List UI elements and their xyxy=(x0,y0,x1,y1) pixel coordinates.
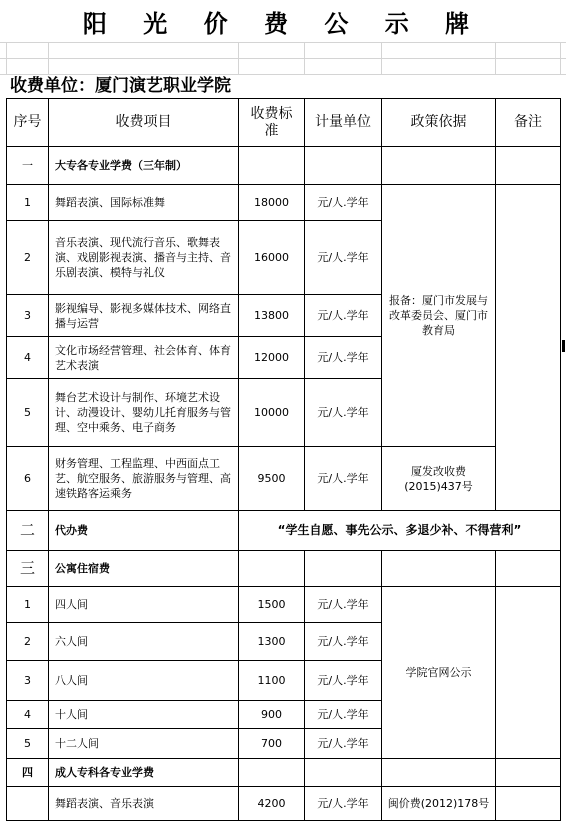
note-cell xyxy=(496,185,561,511)
section-row xyxy=(7,511,561,551)
row-measure: 元/人.学年 xyxy=(305,729,382,759)
row-item: 六人间 xyxy=(49,623,239,661)
row-fee: 10000 xyxy=(239,379,305,447)
row-seq: 5 xyxy=(7,729,49,759)
row-item: 财务管理、工程监理、中西面点工艺、航空服务、旅游服务与管理、高速铁路客运乘务 xyxy=(49,447,239,511)
section-seq: 二 xyxy=(7,511,49,551)
row-seq: 3 xyxy=(7,661,49,701)
page-title: 阳 光 价 费 公 示 牌 xyxy=(82,8,484,38)
row-fee: 900 xyxy=(239,701,305,729)
gridline xyxy=(48,42,49,74)
row-measure: 元/人.学年 xyxy=(305,661,382,701)
header-note: 备注 xyxy=(496,99,561,147)
row-item: 舞蹈表演、音乐表演 xyxy=(49,787,239,821)
row-measure: 元/人.学年 xyxy=(305,447,382,511)
section-seq: 一 xyxy=(7,147,49,185)
section-label: 大专各专业学费（三年制） xyxy=(49,147,239,185)
row-fee: 1500 xyxy=(239,587,305,623)
row-item: 舞蹈表演、国际标准舞 xyxy=(49,185,239,221)
row-seq: 4 xyxy=(7,701,49,729)
gridline xyxy=(560,42,561,74)
note-cell xyxy=(496,587,561,759)
gridline xyxy=(304,42,305,74)
agency-fee-slogan: “学生自愿、事先公示、多退少补、不得营利” xyxy=(239,511,561,551)
row-policy: 闽价费(2012)178号 xyxy=(382,787,496,821)
table-header-row xyxy=(7,99,561,147)
row-measure: 元/人.学年 xyxy=(305,701,382,729)
row-measure: 元/人.学年 xyxy=(305,587,382,623)
row-fee: 9500 xyxy=(239,447,305,511)
row-fee: 18000 xyxy=(239,185,305,221)
header-measure: 计量单位 xyxy=(305,99,382,147)
row-seq: 5 xyxy=(7,379,49,447)
table-row xyxy=(7,587,561,623)
table-row xyxy=(7,185,561,221)
section-row xyxy=(7,551,561,587)
row-measure: 元/人.学年 xyxy=(305,185,382,221)
section-row xyxy=(7,759,561,787)
section-seq: 四 xyxy=(7,759,49,787)
header-standard: 收费标准 xyxy=(239,99,305,147)
row-item: 音乐表演、现代流行音乐、歌舞表演、戏剧影视表演、播音与主持、音乐剧表演、模特与礼仪 xyxy=(49,221,239,295)
row-fee: 16000 xyxy=(239,221,305,295)
row-item: 四人间 xyxy=(49,587,239,623)
row-fee: 700 xyxy=(239,729,305,759)
row-seq: 2 xyxy=(7,221,49,295)
section-label: 公寓住宿费 xyxy=(49,551,239,587)
row-fee: 1100 xyxy=(239,661,305,701)
row-item: 十二人间 xyxy=(49,729,239,759)
policy-basis-section1: 报备：厦门市发展与改革委员会、厦门市教育局 xyxy=(382,185,496,447)
table-row xyxy=(7,787,561,821)
row-policy: 厦发改收费(2015)437号 xyxy=(382,447,496,511)
row-seq: 6 xyxy=(7,447,49,511)
row-item: 八人间 xyxy=(49,661,239,701)
gridline xyxy=(0,58,566,59)
header-item: 收费项目 xyxy=(49,99,239,147)
row-item: 十人间 xyxy=(49,701,239,729)
row-seq: 2 xyxy=(7,623,49,661)
row-measure: 元/人.学年 xyxy=(305,787,382,821)
policy-basis-section3: 学院官网公示 xyxy=(382,587,496,759)
gridline xyxy=(6,42,7,74)
row-seq xyxy=(7,787,49,821)
section-row xyxy=(7,147,561,185)
gridline xyxy=(381,42,382,74)
row-fee: 13800 xyxy=(239,295,305,337)
section-seq: 三 xyxy=(7,551,49,587)
section-label: 成人专科各专业学费 xyxy=(49,759,239,787)
row-seq: 4 xyxy=(7,337,49,379)
row-fee: 12000 xyxy=(239,337,305,379)
row-fee: 4200 xyxy=(239,787,305,821)
row-fee: 1300 xyxy=(239,623,305,661)
gridline xyxy=(495,42,496,74)
row-seq: 3 xyxy=(7,295,49,337)
row-measure: 元/人.学年 xyxy=(305,337,382,379)
column-resize-handle[interactable] xyxy=(562,340,565,352)
fee-table xyxy=(6,98,561,821)
header-policy: 政策依据 xyxy=(382,99,496,147)
row-measure: 元/人.学年 xyxy=(305,221,382,295)
row-item: 舞台艺术设计与制作、环境艺术设计、动漫设计、婴幼儿托育服务与管理、空中乘务、电子商务 xyxy=(49,379,239,447)
row-item: 影视编导、影视多媒体技术、网络直播与运营 xyxy=(49,295,239,337)
row-item: 文化市场经营管理、社会体育、体育艺术表演 xyxy=(49,337,239,379)
table-row xyxy=(7,447,561,511)
row-measure: 元/人.学年 xyxy=(305,623,382,661)
row-measure: 元/人.学年 xyxy=(305,379,382,447)
gridline xyxy=(0,42,566,43)
row-seq: 1 xyxy=(7,185,49,221)
row-seq: 1 xyxy=(7,587,49,623)
section-label: 代办费 xyxy=(49,511,239,551)
charging-unit: 收费单位：厦门演艺职业学院 xyxy=(10,76,231,96)
gridline xyxy=(238,42,239,74)
row-measure: 元/人.学年 xyxy=(305,295,382,337)
header-seq: 序号 xyxy=(7,99,49,147)
note-cell xyxy=(496,787,561,821)
